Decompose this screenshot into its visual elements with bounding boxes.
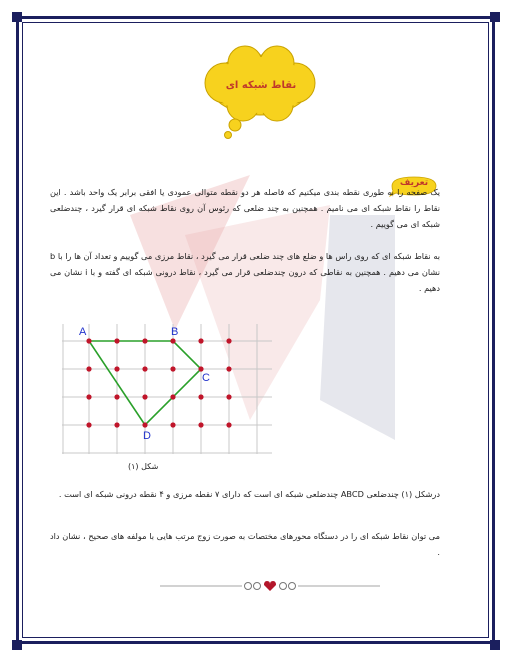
lattice-point	[114, 422, 119, 427]
vertex-label-b: B	[171, 326, 179, 338]
paragraph-figure-explanation: درشکل (۱) چندضلعی ABCD چندضلعی شبکه ای است که دارای ۷ نقطه مرزی و ۴ نقطه درونی شبکه ای است .	[58, 489, 440, 499]
paragraph-boundary-points: به نقاط شبکه ای که روی راس ها و ضلع های چند ضلعی قرار می گیرد ، نقاط مرزی می گوییم و تعداد آن ها را با b نشان می دهیم . همچنین به نقاطی که درون چندضلعی قرار می گیرد ، نقاط درونی شبکه ای گفته و با i نشان می دهیم .	[50, 251, 440, 293]
page-title: نقاط شبکه ای	[225, 80, 297, 91]
corner-ornament	[490, 640, 500, 650]
paragraph-definition: یک صفحه را به طوری نقطه بندی میکنیم که فاصله هر دو نقطه متوالی عمودی یا افقی برابر یک واحد باشد . این نقاط را نقاط شبکه ای می نامیم . همچنین به چند ضلعی که رئوس آن روی نقاط شبکه ای قرار گیرد ، چندضلعی شبکه ای می گوییم .	[50, 187, 440, 229]
lattice-point	[142, 366, 147, 371]
lattice-point	[170, 338, 175, 343]
lattice-point	[86, 338, 91, 343]
corner-ornament	[12, 12, 22, 22]
paragraph-coordinates: می توان نقاط شبکه ای را در دستگاه محورهای مختصات به صورت زوج مرتب هایی با مولفه های صحیح ، نشان داد .	[50, 531, 440, 557]
lattice-point	[114, 394, 119, 399]
lattice-point	[198, 366, 203, 371]
lattice-point	[142, 422, 147, 427]
lattice-point	[142, 338, 147, 343]
lattice-point	[198, 422, 203, 427]
lattice-point	[226, 366, 231, 371]
lattice-point	[114, 366, 119, 371]
lattice-point	[226, 338, 231, 343]
lattice-point	[114, 338, 119, 343]
vertex-label-d: D	[143, 430, 151, 442]
figure-caption: شکل (۱)	[128, 462, 159, 471]
lattice-point	[198, 394, 203, 399]
lattice-point	[226, 394, 231, 399]
lattice-point	[86, 422, 91, 427]
lattice-point	[170, 394, 175, 399]
corner-ornament	[490, 12, 500, 22]
vertex-label-a: A	[79, 326, 87, 338]
lattice-point	[198, 338, 203, 343]
heart-icon	[264, 581, 276, 591]
lattice-point	[86, 366, 91, 371]
lattice-point	[86, 394, 91, 399]
lattice-figure	[62, 324, 272, 454]
vertex-label-c: C	[202, 372, 210, 384]
ornamental-divider	[160, 578, 380, 594]
title-cloud-shape	[195, 45, 325, 140]
lattice-point	[142, 394, 147, 399]
definition-label: تعریف	[399, 178, 429, 188]
lattice-point	[226, 422, 231, 427]
lattice-point	[170, 422, 175, 427]
corner-ornament	[12, 640, 22, 650]
lattice-point	[170, 366, 175, 371]
